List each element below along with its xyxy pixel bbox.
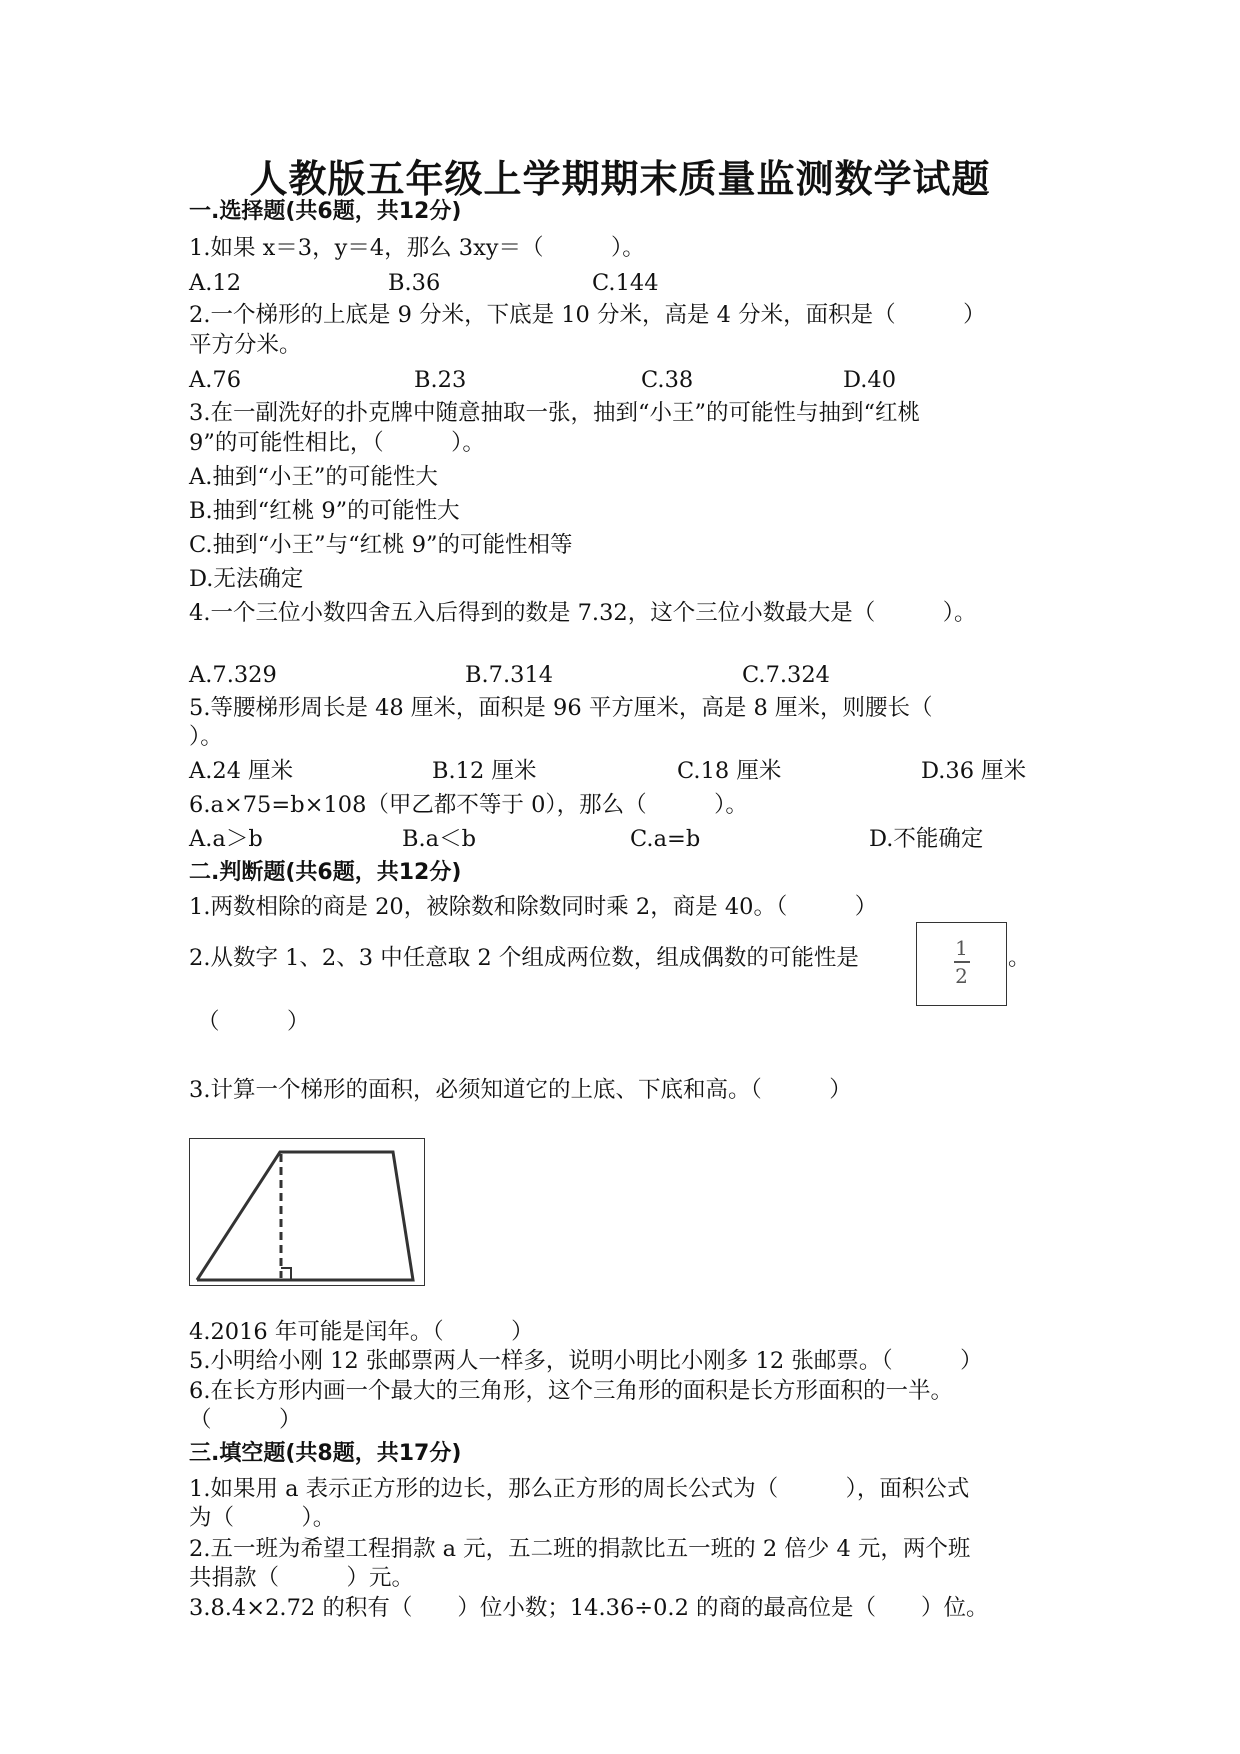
choice-q3-line1: 3.在一副洗好的扑克牌中随意抽取一张，抽到“小王”的可能性与抽到“红桃 [189, 400, 920, 426]
fill-q1-line2: 为（ ）。 [189, 1505, 336, 1531]
choice-q4-option-a: A.7.329 [189, 662, 277, 688]
choice-q2-option-a: A.76 [189, 367, 242, 393]
choice-q6-option-a: A.a＞b [189, 826, 263, 852]
fraction-box [916, 922, 1007, 1006]
fraction-numerator: 1 [955, 936, 968, 960]
choice-q2-option-c: C.38 [641, 367, 694, 393]
choice-q2-option-d: D.40 [843, 367, 897, 393]
fraction-denominator: 2 [955, 963, 968, 988]
fill-q1-line1: 1.如果用 a 表示正方形的边长，那么正方形的周长公式为（ ），面积公式 [189, 1476, 970, 1502]
choice-q1-option-b: B.36 [388, 270, 441, 296]
choice-q2-line2: 平方分米。 [189, 332, 302, 358]
choice-q5-option-d: D.36 厘米 [921, 758, 1027, 784]
fraction-one-half [917, 937, 1006, 987]
choice-q3-line2: 9”的可能性相比，（ ）。 [189, 430, 485, 456]
choice-q6-option-c: C.a=b [630, 826, 701, 852]
choice-q6: 6.a×75=b×108（甲乙都不等于 0），那么（ ）。 [189, 792, 748, 818]
trapezoid-outline [197, 1152, 413, 1280]
trapezoid-figure [189, 1138, 425, 1286]
choice-q1-option-c: C.144 [592, 270, 659, 296]
judge-q2-blank: （ ） [197, 1009, 310, 1035]
choice-q3-option-b: B.抽到“红桃 9”的可能性大 [189, 498, 460, 524]
judge-q1: 1.两数相除的商是 20，被除数和除数同时乘 2，商是 40。（ ） [189, 894, 878, 920]
choice-q3-option-a: A.抽到“小王”的可能性大 [189, 464, 438, 490]
section-header-fill-blank: 三.填空题(共8题，共17分) [189, 1441, 462, 1466]
choice-q5-option-c: C.18 厘米 [677, 758, 782, 784]
section-header-judgement: 二.判断题(共6题，共12分) [189, 860, 462, 885]
choice-q4: 4.一个三位小数四舍五入后得到的数是 7.32，这个三位小数最大是（ ）。 [189, 600, 977, 626]
choice-q6-option-d: D.不能确定 [869, 826, 984, 852]
choice-q5-line1: 5.等腰梯形周长是 48 厘米，面积是 96 平方厘米，高是 8 厘米，则腰长（ [189, 695, 933, 721]
choice-q4-option-c: C.7.324 [742, 662, 830, 688]
choice-q2-option-b: B.23 [414, 367, 467, 393]
choice-q5-option-a: A.24 厘米 [189, 758, 294, 784]
choice-q5-line2: ）。 [189, 724, 223, 750]
judge-q2-period: 。 [1008, 945, 1031, 971]
fill-q2-line2: 共捐款（ ）元。 [189, 1565, 415, 1591]
choice-q3-option-d: D.无法确定 [189, 566, 304, 592]
judge-q2: 2.从数字 1、2、3 中任意取 2 个组成两位数，组成偶数的可能性是 [189, 945, 859, 971]
choice-q6-option-b: B.a＜b [402, 826, 477, 852]
judge-q5: 5.小明给小刚 12 张邮票两人一样多，说明小明比小刚多 12 张邮票。（ ） [189, 1348, 983, 1374]
page-title: 人教版五年级上学期期末质量监测数学试题 [249, 157, 991, 201]
choice-q1: 1.如果 x＝3，y＝4，那么 3xy＝（ ）。 [189, 235, 645, 261]
judge-q6-line2: （ ） [189, 1407, 302, 1433]
judge-q3: 3.计算一个梯形的面积，必须知道它的上底、下底和高。（ ） [189, 1077, 852, 1103]
fill-q3: 3.8.4×2.72 的积有（ ）位小数；14.36÷0.2 的商的最高位是（ ）位。 [189, 1595, 989, 1621]
choice-q3-option-c: C.抽到“小王”与“红桃 9”的可能性相等 [189, 532, 573, 558]
choice-q4-option-b: B.7.314 [465, 662, 554, 688]
judge-q6-line1: 6.在长方形内画一个最大的三角形，这个三角形的面积是长方形面积的一半。 [189, 1378, 953, 1404]
trapezoid-diagram [190, 1139, 423, 1284]
choice-q5-option-b: B.12 厘米 [432, 758, 537, 784]
choice-q1-option-a: A.12 [189, 270, 242, 296]
section-header-choice: 一.选择题(共6题，共12分) [189, 199, 462, 224]
fraction-bar [954, 961, 970, 963]
judge-q4: 4.2016 年可能是闰年。（ ） [189, 1319, 534, 1345]
fill-q2-line1: 2.五一班为希望工程捐款 a 元，五二班的捐款比五一班的 2 倍少 4 元，两个班 [189, 1536, 971, 1562]
choice-q2-line1: 2.一个梯形的上底是 9 分米，下底是 10 分米，高是 4 分米，面积是（ ） [189, 302, 986, 328]
